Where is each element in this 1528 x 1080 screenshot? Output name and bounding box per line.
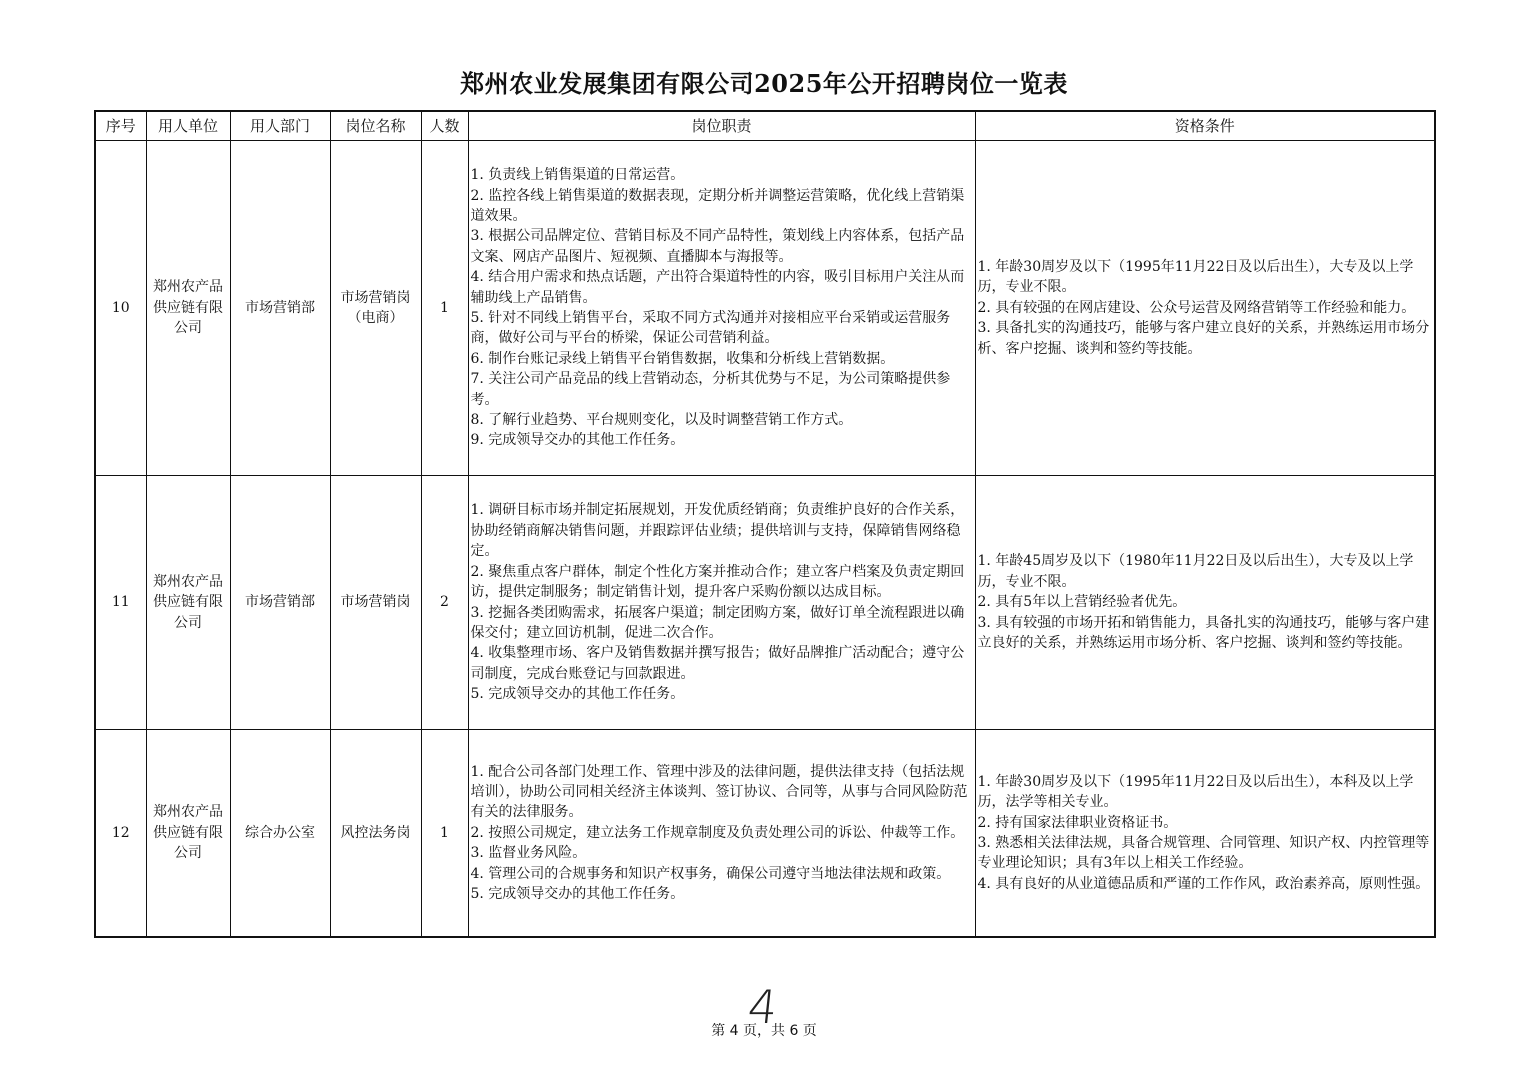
duty-item: 2. 聚焦重点客户群体，制定个性化方案并推动合作；建立客户档案及负责定期回访，提供定制服务；制定销售计划，提升客户采购份额以达成目标。 [470, 563, 965, 601]
requirement-item: 2. 具有5年以上营销经验者优先。 [977, 594, 1187, 611]
duty-item: 5. 完成领导交办的其他工作任务。 [470, 886, 685, 903]
requirement-item: 1. 年龄30周岁及以下（1995年11月22日及以后出生），本科及以上学历，法学等相关专业。 [977, 773, 1414, 811]
handwritten-page-number: 4 [745, 980, 781, 1034]
duty-item: 4. 收集整理市场、客户及销售数据并撰写报告；做好品牌推广活动配合；遵守公司制度，完成台账登记与回款跟进。 [470, 645, 965, 682]
cell-dept: 市场营销部 [230, 141, 330, 476]
requirement-item: 2. 具有较强的在网店建设、公众号运营及网络营销等工作经验和能力。 [977, 299, 1416, 316]
cell-no: 11 [95, 476, 146, 730]
duty-item: 8. 了解行业趋势、平台规则变化，以及时调整营销工作方式。 [470, 412, 853, 429]
cell-unit: 郑州农产品供应链有限公司 [146, 141, 230, 476]
jobs-table [94, 110, 1436, 938]
header-unit: 用人单位 [146, 111, 230, 141]
duty-item: 9. 完成领导交办的其他工作任务。 [470, 432, 685, 449]
duty-item: 3. 挖掘各类团购需求，拓展客户渠道；制定团购方案，做好订单全流程跟进以确保交付；建立回访机制，促进二次合作。 [470, 604, 965, 641]
cell-requirements [975, 476, 1435, 730]
cell-duties [468, 141, 975, 476]
cell-count: 1 [421, 730, 468, 938]
table-row [95, 141, 1435, 476]
page-footer: 第 4 页，共 6 页 [711, 1023, 817, 1039]
cell-duties [468, 730, 975, 938]
header-position: 岗位名称 [330, 111, 421, 141]
requirement-item: 1. 年龄30周岁及以下（1995年11月22日及以后出生），大专及以上学历，专业不限。 [977, 258, 1414, 296]
cell-count: 2 [421, 476, 468, 730]
duty-item: 2. 按照公司规定，建立法务工作规章制度及负责处理公司的诉讼、仲裁等工作。 [470, 824, 965, 841]
duty-item: 4. 结合用户需求和热点话题，产出符合渠道特性的内容，吸引目标用户关注从而辅助线上产品销售。 [470, 269, 965, 306]
duty-item: 1. 配合公司各部门处理工作、管理中涉及的法律问题，提供法律支持（包括法规培训），协助公司同相关经济主体谈判、签订协议、合同等，从事与合同风险防范有关的法律服务。 [470, 763, 968, 821]
header-requirements: 资格条件 [975, 111, 1435, 141]
cell-dept: 综合办公室 [230, 730, 330, 938]
header-no: 序号 [95, 111, 146, 141]
cell-duties [468, 476, 975, 730]
table-row [95, 476, 1435, 730]
cell-position: 风控法务岗 [330, 730, 421, 938]
header-count: 人数 [421, 111, 468, 141]
cell-requirements [975, 141, 1435, 476]
duty-item: 3. 根据公司品牌定位、营销目标及不同产品特性，策划线上内容体系，包括产品文案、网店产品图片、短视频、直播脚本与海报等。 [470, 228, 965, 265]
duty-item: 1. 负责线上销售渠道的日常运营。 [470, 167, 685, 184]
requirement-item: 1. 年龄45周岁及以下（1980年11月22日及以后出生），大专及以上学历，专业不限。 [977, 553, 1414, 590]
duty-item: 1. 调研目标市场并制定拓展规划，开发优质经销商；负责维护良好的合作关系，协助经销商解决销售问题，并跟踪评估业绩；提供培训与支持，保障销售网络稳定。 [470, 502, 965, 560]
header-dept: 用人部门 [230, 111, 330, 141]
duty-item: 2. 监控各线上销售渠道的数据表现，定期分析并调整运营策略，优化线上营销渠道效果。 [470, 187, 965, 224]
cell-unit: 郑州农产品供应链有限公司 [146, 476, 230, 730]
duty-item: 6. 制作台账记录线上销售平台销售数据，收集和分析线上营销数据。 [470, 350, 895, 367]
page-title: 郑州农业发展集团有限公司2025年公开招聘岗位一览表 [460, 69, 1068, 98]
requirement-item: 4. 具有良好的从业道德品质和严谨的工作作风，政治素养高，原则性强。 [977, 875, 1430, 892]
cell-count: 1 [421, 141, 468, 476]
requirement-item: 2. 持有国家法律职业资格证书。 [977, 814, 1178, 831]
duty-item: 5. 完成领导交办的其他工作任务。 [470, 686, 685, 703]
cell-unit: 郑州农产品供应链有限公司 [146, 730, 230, 938]
requirement-item: 3. 具有较强的市场开拓和销售能力，具备扎实的沟通技巧，能够与客户建立良好的关系，并熟练运用市场分析、客户挖掘、谈判和签约等技能。 [977, 614, 1430, 652]
table-header-row [95, 111, 1435, 141]
duty-item: 5. 针对不同线上销售平台，采取不同方式沟通并对接相应平台采销或运营服务商，做好公司与平台的桥梁，保证公司营销利益。 [470, 310, 951, 347]
cell-dept: 市场营销部 [230, 476, 330, 730]
requirement-item: 3. 具备扎实的沟通技巧，能够与客户建立良好的关系，并熟练运用市场分析、客户挖掘、谈判和签约等技能。 [977, 320, 1430, 357]
requirement-item: 3. 熟悉相关法律法规，具备合规管理、合同管理、知识产权、内控管理等专业理论知识；具有3年以上相关工作经验。 [977, 835, 1430, 872]
cell-no: 10 [95, 141, 146, 476]
cell-position: 市场营销岗 [330, 476, 421, 730]
cell-requirements [975, 730, 1435, 938]
header-duties: 岗位职责 [468, 111, 975, 141]
cell-no: 12 [95, 730, 146, 938]
duty-item: 7. 关注公司产品竞品的线上营销动态，分析其优势与不足，为公司策略提供参考。 [470, 371, 951, 408]
duty-item: 4. 管理公司的合规事务和知识产权事务，确保公司遵守当地法律法规和政策。 [470, 865, 951, 882]
table-row [95, 730, 1435, 938]
duty-item: 3. 监督业务风险。 [470, 845, 587, 862]
cell-position: 市场营销岗（电商） [330, 141, 421, 476]
